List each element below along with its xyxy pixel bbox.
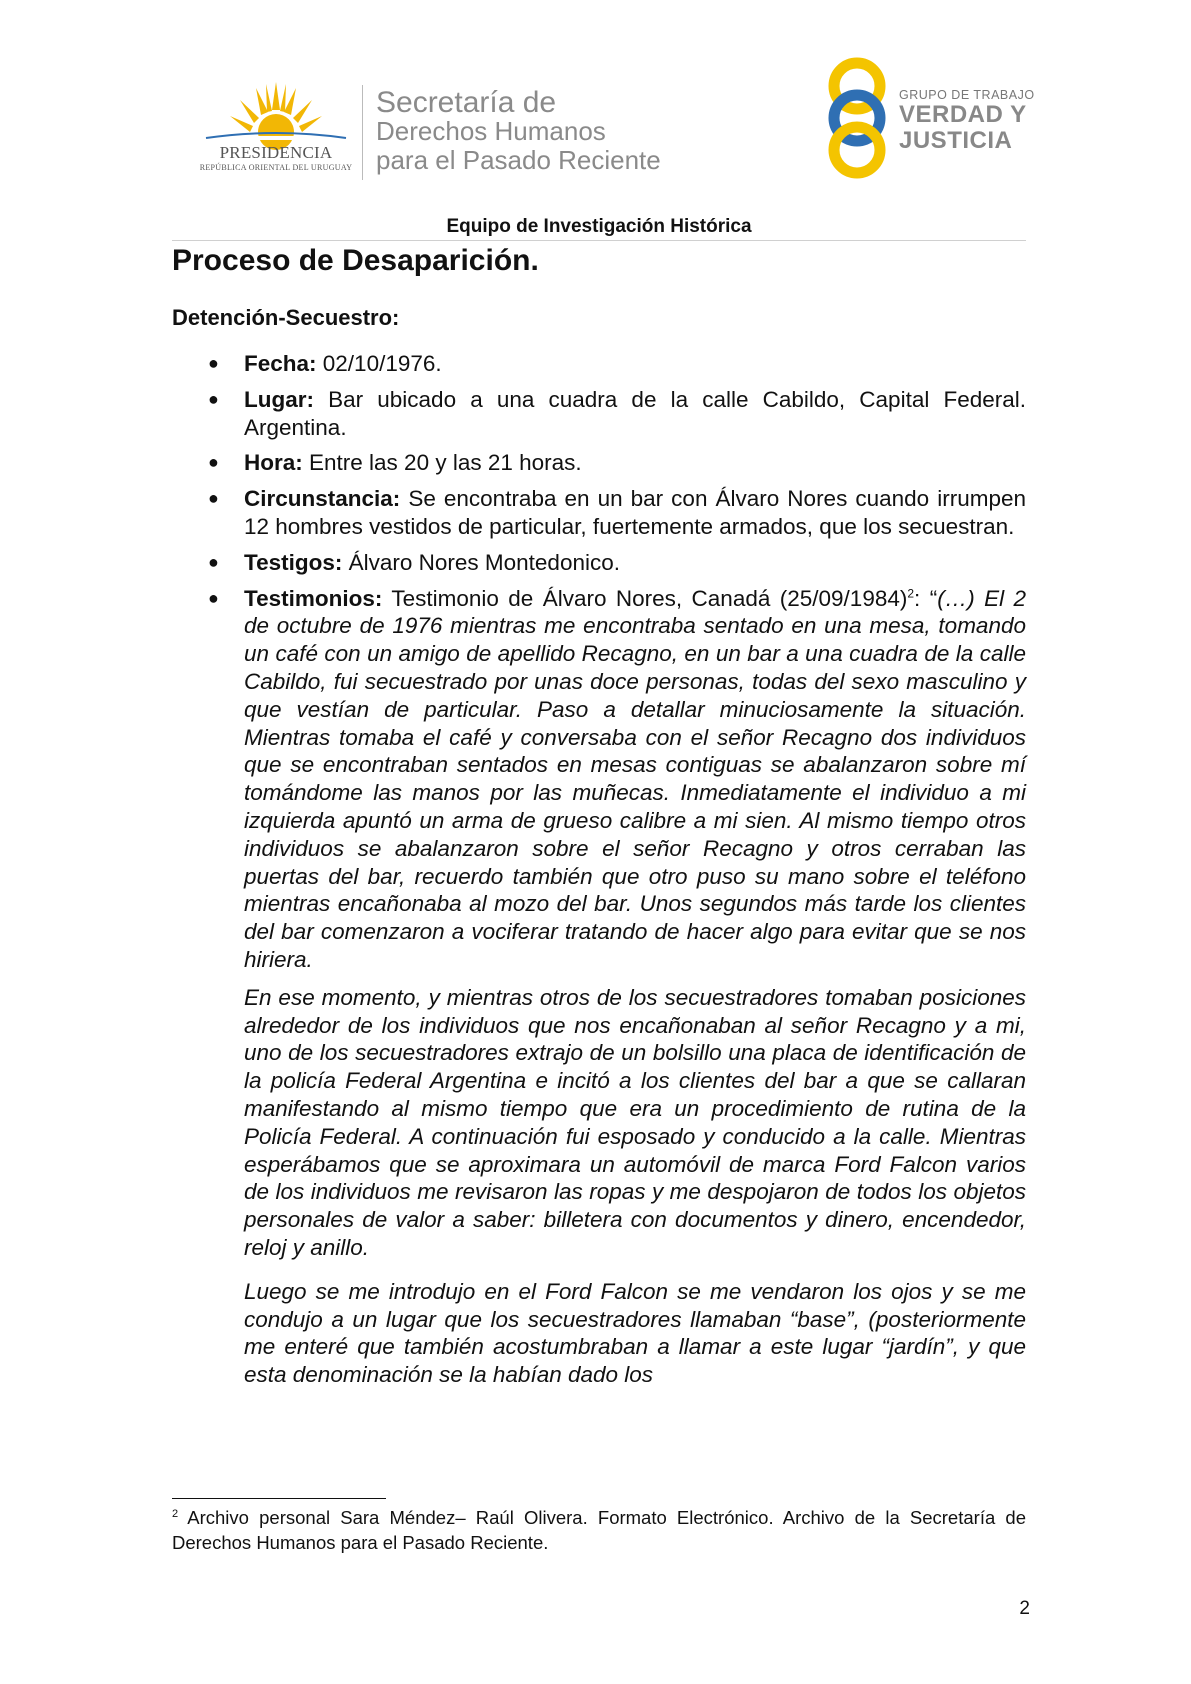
- bullet-icon: ●: [208, 353, 219, 373]
- bullet-icon: ●: [208, 388, 219, 409]
- secretaria-wordmark: [376, 88, 661, 175]
- list-item-fecha: [172, 350, 1026, 378]
- list-item-lugar: [172, 386, 1026, 442]
- item-label: Testimonios:: [244, 585, 383, 611]
- secretaria-line3: para el Pasado Reciente: [376, 145, 661, 175]
- testimonio-quote-2: En ese momento, y mientras otros de los secuestradores tomaban posiciones alrededor de los individuos que nos encañonaban al señor Recagno y a mi, uno de los secuestradores extrajo de un bolsillo una placa de identificación de la policía Federal Argentina e incitó a los clientes del bar a que se callaran manifestando al mismo tiempo que era un procedimiento de rutina de la Policía Federal. A continuación fui esposado y conducido a la calle. Mientras esperábamos que se aproximara un automóvil de marca Ford Falcon varios de los individuos me revisaron las ropas y me despojaron de todos los objetos personales de valor a saber: billetera con documentos y dinero, encendedor, reloj y anillo.: [244, 984, 1026, 1260]
- page-header: [0, 0, 1191, 210]
- bullet-icon: ●: [208, 587, 219, 608]
- list-item-testigos: [172, 549, 1026, 577]
- grupo-de-trabajo-label: GRUPO DE TRABAJO: [899, 88, 1035, 102]
- item-text: Bar ubicado a una cuadra de la calle Cabildo, Capital Federal. Argentina.: [244, 386, 1026, 440]
- testimonio-intro: Testimonio de Álvaro Nores, Canadá (25/09/1984): [382, 585, 908, 611]
- header-rule: [172, 240, 1026, 241]
- item-label: Lugar:: [244, 386, 314, 412]
- footnote-text: Archivo personal Sara Méndez– Raúl Olivera. Formato Electrónico. Archivo de la Secretaría de Derechos Humanos para el Pasado Reciente.: [172, 1507, 1026, 1553]
- secretaria-line1: Secretaría de: [376, 86, 557, 119]
- section-subtitle: Detención-Secuestro:: [172, 305, 400, 330]
- testimonio-intro-tail: : “: [914, 585, 938, 611]
- footnote-ref[interactable]: 2: [907, 586, 915, 601]
- bullet-icon: ●: [208, 488, 219, 509]
- list-item-hora: [172, 449, 1026, 477]
- detail-list: [172, 350, 1026, 974]
- testimonio-quote-3: Luego se me introdujo en el Ford Falcon se me vendaron los ojos y se me condujo a un lugar que los secuestradores llamaban “base”, (posteriormente me enteré que también acostumbraban a llamar a este lugar “jardín”, y que esta denominación se la habían dado los: [244, 1278, 1026, 1388]
- item-text: 02/10/1976.: [316, 351, 442, 376]
- verdad-justicia-wordmark: [899, 88, 1035, 154]
- page-title: Proceso de Desaparición.: [172, 244, 539, 277]
- main-content: [172, 243, 1026, 1389]
- presidencia-subtitle: REPÚBLICA ORIENTAL DEL URUGUAY: [199, 163, 353, 172]
- secretaria-line2: Derechos Humanos: [376, 116, 606, 146]
- item-text: Se encontraba en un bar con Álvaro Nores cuando irrumpen 12 hombres vestidos de particular, fuertemente armados, que los secuestran.: [244, 486, 1026, 539]
- footnote-number: 2: [172, 1507, 179, 1520]
- header-divider: [362, 85, 363, 180]
- footnote: [172, 1505, 1026, 1555]
- justicia-label: JUSTICIA: [899, 127, 1013, 154]
- item-label: Hora:: [244, 450, 303, 476]
- list-item-testimonios: [172, 585, 1026, 974]
- item-label: Fecha:: [244, 351, 317, 376]
- team-title: Equipo de Investigación Histórica: [446, 216, 752, 237]
- item-text: Entre las 20 y las 21 horas.: [302, 450, 582, 476]
- bullet-icon: ●: [208, 551, 219, 572]
- item-label: Circunstancia:: [244, 486, 401, 512]
- testimonio-quote-1: (…) El 2 de octubre de 1976 mientras me encontraba sentado en una mesa, tomando un café con un amigo de apellido Recagno, en un bar a una cuadra de la calle Cabildo, fui secuestrado por unas doce personas, todas del sexo masculino y que vestían de particular. Paso a detallar minuciosamente la situación. Mientras tomaba el café y conversaba con el señor Recagno dos individuos que se encontraban sentados en mesas contiguas se abalanzaron sobre mí tomándome las manos por las muñecas. Inmediatamente el individuo a mi izquierda apuntó un arma de grueso calibre a mi sien. Al mismo tiempo otros individuos se abalanzaron sobre el señor Recagno y otros cerraban las puertas del bar, recuerdo también que otro puso su mano sobre el teléfono mientras encañonaba al mozo del bar. Unos segundos más tarde los clientes del bar comenzaron a vociferar tratando de hacer algo para evitar que se nos hiriera.: [244, 585, 1027, 972]
- page-number: 2: [1019, 1598, 1030, 1619]
- verdad-justicia-rings-logo: [820, 56, 895, 181]
- presidencia-name: PRESIDENCIA: [219, 143, 333, 162]
- bullet-icon: ●: [208, 452, 219, 473]
- item-text: Álvaro Nores Montedonico.: [342, 549, 620, 575]
- verdad-label: VERDAD Y: [899, 101, 1027, 128]
- item-label: Testigos:: [244, 549, 343, 575]
- list-item-circunstancia: [172, 485, 1026, 541]
- footnote-separator: [172, 1498, 386, 1499]
